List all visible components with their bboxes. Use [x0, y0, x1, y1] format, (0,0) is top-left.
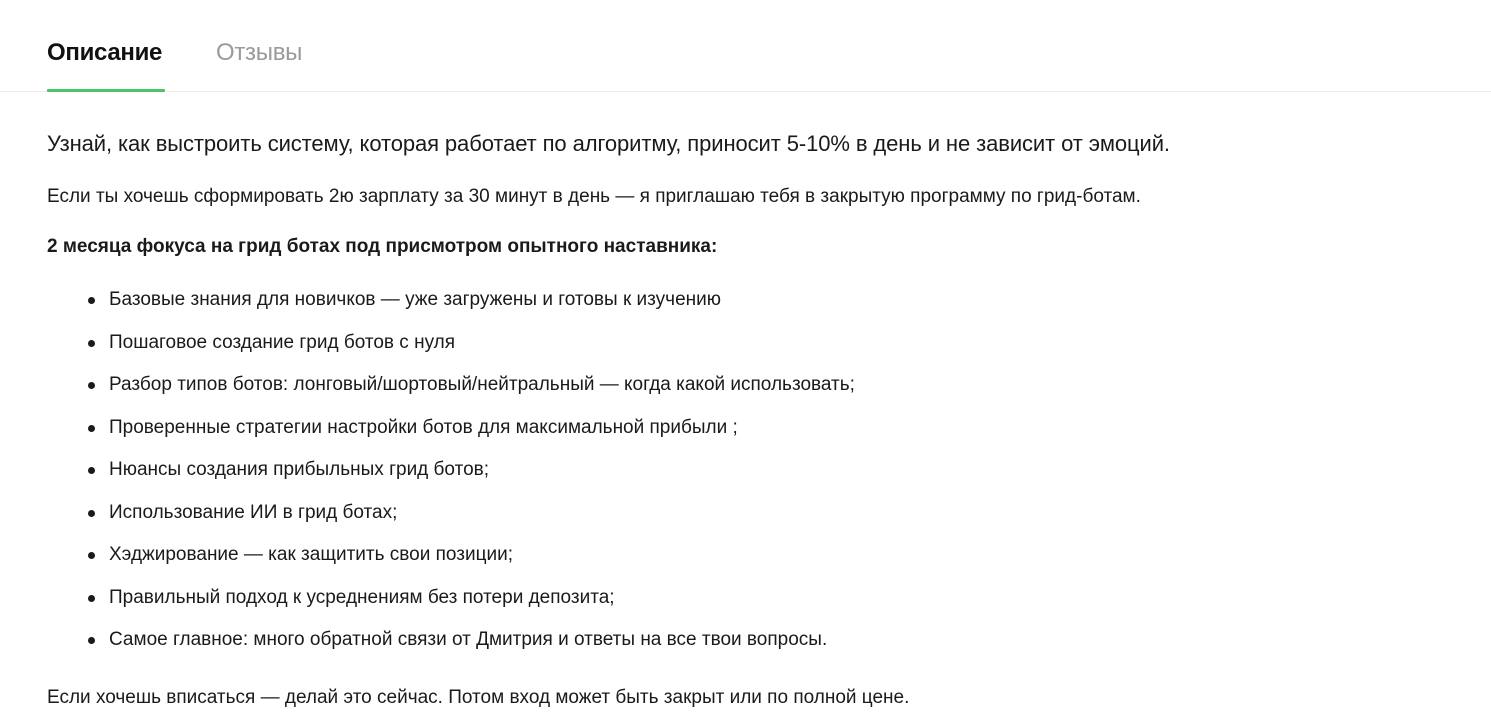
bullet-dot-icon: [88, 425, 95, 432]
bullet-dot-icon: [88, 510, 95, 517]
list-item-text: Базовые знания для новичков — уже загружены и готовы к изучению: [109, 289, 721, 310]
list-item: [47, 286, 855, 329]
list-item: [47, 371, 855, 414]
list-item: [47, 414, 855, 457]
description-lead: Узнай, как выстроить систему, которая работает по алгоритму, приносит 5-10% в день и не зависит от эмоций.: [47, 131, 1170, 156]
list-item-text: Разбор типов ботов: лонговый/шортовый/нейтральный — когда какой использовать;: [109, 374, 855, 395]
tab-description[interactable]: Описание: [47, 39, 163, 66]
tab-bar: [0, 0, 1491, 92]
list-item-text: Правильный подход к усреднениям без потери депозита;: [109, 586, 615, 608]
list-item-text: Пошаговое создание грид ботов с нуля: [109, 331, 456, 353]
list-item: [47, 584, 855, 627]
bullet-dot-icon: [88, 382, 95, 389]
tab-reviews[interactable]: Отзывы: [216, 39, 303, 66]
description-intro: Если ты хочешь сформировать 2ю зарплату за 30 минут в день — я приглашаю тебя в закрытую программу по грид-ботам.: [47, 186, 1141, 207]
list-item: [47, 499, 855, 542]
list-item: [47, 456, 855, 499]
feature-list: [47, 286, 855, 669]
bullet-dot-icon: [88, 297, 95, 304]
list-item-text: Проверенные стратегии настройки ботов для максимальной прибыли ;: [109, 416, 738, 438]
list-item-text: Хэджирование — как защитить свои позиции;: [109, 544, 513, 565]
bullet-dot-icon: [88, 340, 95, 347]
list-item-text: Нюансы создания прибыльных грид ботов;: [109, 459, 490, 480]
list-item: [47, 329, 855, 372]
list-item-text: Самое главное: много обратной связи от Дмитрия и ответы на все твои вопросы.: [109, 629, 828, 650]
description-heading: 2 месяца фокуса на грид ботах под присмотром опытного наставника:: [47, 236, 718, 257]
bullet-dot-icon: [88, 595, 95, 602]
list-item: [47, 541, 855, 584]
list-item: [47, 626, 855, 669]
description-outro: Если хочешь вписаться — делай это сейчас. Потом вход может быть закрыт или по полной цене.: [47, 687, 910, 708]
bullet-dot-icon: [88, 637, 95, 644]
active-tab-indicator: [47, 89, 165, 92]
description-content: [47, 128, 1467, 708]
bullet-dot-icon: [88, 467, 95, 474]
list-item-text: Использование ИИ в грид ботах;: [109, 501, 398, 523]
bullet-dot-icon: [88, 552, 95, 559]
